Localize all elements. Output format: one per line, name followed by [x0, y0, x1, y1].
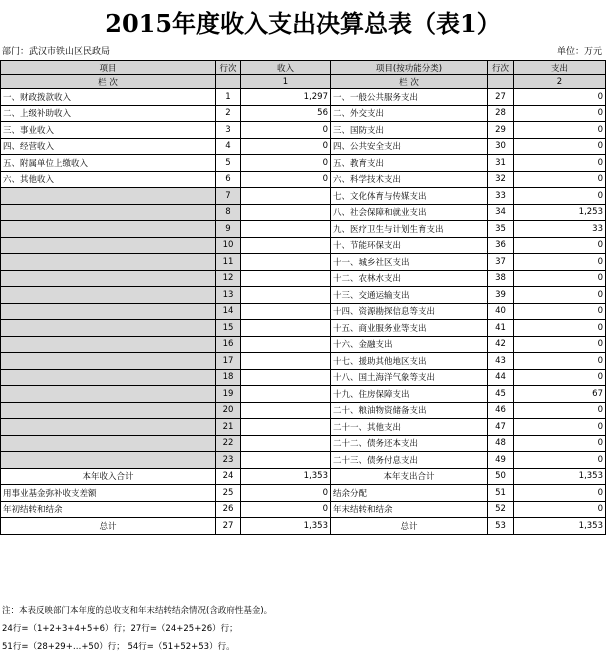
expense-value-cell: 33	[514, 221, 606, 238]
expense-item-cell: 十六、金融支出	[331, 336, 488, 353]
income-value-cell	[241, 254, 331, 271]
expense-line-no-cell: 36	[488, 237, 514, 254]
income-item-cell	[1, 452, 216, 469]
income-line-no-cell: 6	[216, 171, 241, 188]
expense-line-no-cell: 28	[488, 105, 514, 122]
income-item-cell: 用事业基金弥补收支差额	[1, 485, 216, 502]
expense-line-no-cell: 47	[488, 419, 514, 436]
expense-line-no-cell: 40	[488, 303, 514, 320]
expense-item-cell: 本年支出合计	[331, 468, 488, 485]
table-row	[1, 171, 606, 188]
income-value-cell: 0	[241, 138, 331, 155]
income-value-cell	[241, 303, 331, 320]
income-value-cell: 1,353	[241, 518, 331, 535]
table-row	[1, 155, 606, 172]
budget-summary-table	[0, 60, 606, 535]
expense-value-cell: 0	[514, 105, 606, 122]
expense-item-cell: 十四、资源勘探信息等支出	[331, 303, 488, 320]
expense-value-cell: 0	[514, 435, 606, 452]
income-value-cell	[241, 188, 331, 205]
table-row	[1, 221, 606, 238]
income-item-cell	[1, 419, 216, 436]
income-line-no-cell: 16	[216, 336, 241, 353]
expense-item-cell: 二十二、债务还本支出	[331, 435, 488, 452]
income-item-cell	[1, 369, 216, 386]
header-cell: 栏 次	[331, 75, 488, 89]
income-item-cell	[1, 435, 216, 452]
expense-item-cell: 十、节能环保支出	[331, 237, 488, 254]
income-item-cell	[1, 254, 216, 271]
expense-item-cell: 一、一般公共服务支出	[331, 89, 488, 106]
income-item-cell	[1, 320, 216, 337]
table-row	[1, 188, 606, 205]
expense-value-cell: 67	[514, 386, 606, 403]
header-cell: 项目	[1, 61, 216, 75]
expense-line-no-cell: 45	[488, 386, 514, 403]
income-value-cell	[241, 419, 331, 436]
expense-item-cell: 十九、住房保障支出	[331, 386, 488, 403]
expense-item-cell: 八、社会保障和就业支出	[331, 204, 488, 221]
income-line-no-cell: 5	[216, 155, 241, 172]
expense-line-no-cell: 35	[488, 221, 514, 238]
income-value-cell: 0	[241, 122, 331, 139]
table-row	[1, 270, 606, 287]
header-cell: 行次	[216, 61, 241, 75]
expense-item-cell: 十三、交通运输支出	[331, 287, 488, 304]
expense-value-cell: 0	[514, 419, 606, 436]
expense-item-cell: 五、教育支出	[331, 155, 488, 172]
expense-value-cell: 0	[514, 287, 606, 304]
income-value-cell	[241, 237, 331, 254]
expense-item-cell: 二十三、债务付息支出	[331, 452, 488, 469]
income-line-no-cell: 15	[216, 320, 241, 337]
expense-line-no-cell: 51	[488, 485, 514, 502]
expense-line-no-cell: 32	[488, 171, 514, 188]
income-value-cell	[241, 369, 331, 386]
income-line-no-cell: 22	[216, 435, 241, 452]
income-line-no-cell: 14	[216, 303, 241, 320]
expense-line-no-cell: 30	[488, 138, 514, 155]
table-row	[1, 105, 606, 122]
header-cell: 栏 次	[1, 75, 216, 89]
income-line-no-cell: 8	[216, 204, 241, 221]
expense-item-cell: 十二、农林水支出	[331, 270, 488, 287]
expense-item-cell: 二、外交支出	[331, 105, 488, 122]
expense-line-no-cell: 31	[488, 155, 514, 172]
expense-line-no-cell: 42	[488, 336, 514, 353]
expense-value-cell: 0	[514, 89, 606, 106]
header-cell: 支出	[514, 61, 606, 75]
expense-value-cell: 0	[514, 155, 606, 172]
expense-line-no-cell: 43	[488, 353, 514, 370]
income-value-cell	[241, 386, 331, 403]
income-item-cell: 一、财政拨款收入	[1, 89, 216, 106]
income-line-no-cell: 23	[216, 452, 241, 469]
expense-line-no-cell: 46	[488, 402, 514, 419]
income-line-no-cell: 24	[216, 468, 241, 485]
expense-line-no-cell: 38	[488, 270, 514, 287]
table-row	[1, 287, 606, 304]
footnotes	[2, 602, 272, 656]
expense-item-cell: 六、科学技术支出	[331, 171, 488, 188]
expense-item-cell: 十一、城乡社区支出	[331, 254, 488, 271]
header-cell	[488, 75, 514, 89]
header-row	[1, 61, 606, 75]
expense-item-cell: 十八、国土海洋气象等支出	[331, 369, 488, 386]
unit-label: 单位：万元	[556, 47, 602, 57]
income-line-no-cell: 18	[216, 369, 241, 386]
table-row	[1, 369, 606, 386]
income-value-cell	[241, 336, 331, 353]
expense-line-no-cell: 49	[488, 452, 514, 469]
income-line-no-cell: 27	[216, 518, 241, 535]
income-line-no-cell: 17	[216, 353, 241, 370]
table-row	[1, 452, 606, 469]
income-value-cell: 56	[241, 105, 331, 122]
expense-line-no-cell: 50	[488, 468, 514, 485]
income-value-cell	[241, 221, 331, 238]
header-cell: 1	[241, 75, 331, 89]
header-cell: 收入	[241, 61, 331, 75]
income-item-cell: 二、上级补助收入	[1, 105, 216, 122]
table-row	[1, 320, 606, 337]
table-row	[1, 237, 606, 254]
income-item-cell	[1, 221, 216, 238]
table-row	[1, 122, 606, 139]
income-item-cell	[1, 188, 216, 205]
expense-item-cell: 四、公共安全支出	[331, 138, 488, 155]
page-title: 2015年度收入支出决算总表（表1）	[105, 9, 501, 38]
total-row	[1, 501, 606, 518]
income-item-cell: 六、其他收入	[1, 171, 216, 188]
expense-line-no-cell: 53	[488, 518, 514, 535]
income-line-no-cell: 2	[216, 105, 241, 122]
income-item-cell	[1, 287, 216, 304]
header-row	[1, 75, 606, 89]
table-row	[1, 254, 606, 271]
income-value-cell	[241, 452, 331, 469]
income-value-cell	[241, 204, 331, 221]
table-row	[1, 386, 606, 403]
income-line-no-cell: 7	[216, 188, 241, 205]
income-line-no-cell: 21	[216, 419, 241, 436]
income-value-cell: 0	[241, 155, 331, 172]
table-row	[1, 89, 606, 106]
expense-value-cell: 1,253	[514, 204, 606, 221]
expense-line-no-cell: 34	[488, 204, 514, 221]
expense-line-no-cell: 52	[488, 501, 514, 518]
income-item-cell	[1, 270, 216, 287]
expense-value-cell: 0	[514, 171, 606, 188]
income-value-cell	[241, 402, 331, 419]
table-row	[1, 204, 606, 221]
income-item-cell	[1, 386, 216, 403]
income-item-cell	[1, 303, 216, 320]
income-value-cell: 0	[241, 171, 331, 188]
income-value-cell: 1,353	[241, 468, 331, 485]
income-item-cell: 四、经营收入	[1, 138, 216, 155]
expense-value-cell: 0	[514, 320, 606, 337]
header-cell	[216, 75, 241, 89]
income-line-no-cell: 4	[216, 138, 241, 155]
expense-value-cell: 0	[514, 188, 606, 205]
expense-value-cell: 0	[514, 452, 606, 469]
expense-value-cell: 0	[514, 138, 606, 155]
income-item-cell: 五、附属单位上缴收入	[1, 155, 216, 172]
expense-item-cell: 三、国防支出	[331, 122, 488, 139]
expense-value-cell: 0	[514, 369, 606, 386]
income-line-no-cell: 10	[216, 237, 241, 254]
income-value-cell	[241, 270, 331, 287]
expense-value-cell: 0	[514, 303, 606, 320]
expense-value-cell: 0	[514, 353, 606, 370]
income-value-cell	[241, 435, 331, 452]
expense-line-no-cell: 44	[488, 369, 514, 386]
table-row	[1, 435, 606, 452]
expense-item-cell: 七、文化体育与传媒支出	[331, 188, 488, 205]
expense-line-no-cell: 39	[488, 287, 514, 304]
footnote: 51行=（28+29+…+50）行； 54行=（51+52+53）行。	[2, 642, 235, 652]
expense-value-cell: 0	[514, 485, 606, 502]
income-value-cell: 0	[241, 501, 331, 518]
income-item-cell	[1, 204, 216, 221]
income-line-no-cell: 9	[216, 221, 241, 238]
expense-value-cell: 1,353	[514, 468, 606, 485]
expense-value-cell: 0	[514, 336, 606, 353]
expense-line-no-cell: 29	[488, 122, 514, 139]
expense-line-no-cell: 48	[488, 435, 514, 452]
income-line-no-cell: 13	[216, 287, 241, 304]
expense-value-cell: 0	[514, 270, 606, 287]
income-item-cell: 年初结转和结余	[1, 501, 216, 518]
income-line-no-cell: 25	[216, 485, 241, 502]
expense-value-cell: 0	[514, 254, 606, 271]
expense-item-cell: 十七、援助其他地区支出	[331, 353, 488, 370]
header-cell: 2	[514, 75, 606, 89]
table-row	[1, 402, 606, 419]
expense-item-cell: 二十一、其他支出	[331, 419, 488, 436]
expense-line-no-cell: 37	[488, 254, 514, 271]
income-line-no-cell: 19	[216, 386, 241, 403]
expense-line-no-cell: 27	[488, 89, 514, 106]
header-cell: 行次	[488, 61, 514, 75]
expense-item-cell: 二十、粮油物资储备支出	[331, 402, 488, 419]
income-line-no-cell: 26	[216, 501, 241, 518]
expense-value-cell: 0	[514, 122, 606, 139]
footnote: 注：本表反映部门本年度的总收支和年末结转结余情况(含政府性基金)。	[2, 606, 273, 616]
expense-value-cell: 0	[514, 237, 606, 254]
income-value-cell	[241, 353, 331, 370]
income-line-no-cell: 11	[216, 254, 241, 271]
table-row	[1, 303, 606, 320]
income-line-no-cell: 3	[216, 122, 241, 139]
income-item-cell	[1, 237, 216, 254]
total-row	[1, 485, 606, 502]
income-item-cell	[1, 353, 216, 370]
income-value-cell: 1,297	[241, 89, 331, 106]
footnote: 24行=（1+2+3+4+5+6）行；27行=（24+25+26）行；	[2, 624, 238, 634]
expense-item-cell: 年末结转和结余	[331, 501, 488, 518]
income-item-cell	[1, 402, 216, 419]
total-row	[1, 468, 606, 485]
income-line-no-cell: 20	[216, 402, 241, 419]
expense-item-cell: 总计	[331, 518, 488, 535]
expense-line-no-cell: 41	[488, 320, 514, 337]
table-row	[1, 419, 606, 436]
table-row	[1, 336, 606, 353]
expense-item-cell: 九、医疗卫生与计划生育支出	[331, 221, 488, 238]
income-value-cell	[241, 287, 331, 304]
table-row	[1, 353, 606, 370]
income-line-no-cell: 12	[216, 270, 241, 287]
expense-value-cell: 0	[514, 501, 606, 518]
expense-item-cell: 结余分配	[331, 485, 488, 502]
income-item-cell: 三、事业收入	[1, 122, 216, 139]
total-row	[1, 518, 606, 535]
expense-item-cell: 十五、商业服务业等支出	[331, 320, 488, 337]
table-row	[1, 138, 606, 155]
income-item-cell	[1, 336, 216, 353]
income-value-cell: 0	[241, 485, 331, 502]
income-item-cell: 本年收入合计	[1, 468, 216, 485]
header-cell: 项目(按功能分类)	[331, 61, 488, 75]
expense-value-cell: 0	[514, 402, 606, 419]
income-value-cell	[241, 320, 331, 337]
expense-value-cell: 1,353	[514, 518, 606, 535]
income-item-cell: 总计	[1, 518, 216, 535]
expense-line-no-cell: 33	[488, 188, 514, 205]
department-label: 部门：武汉市铁山区民政局	[2, 47, 111, 57]
income-line-no-cell: 1	[216, 89, 241, 106]
